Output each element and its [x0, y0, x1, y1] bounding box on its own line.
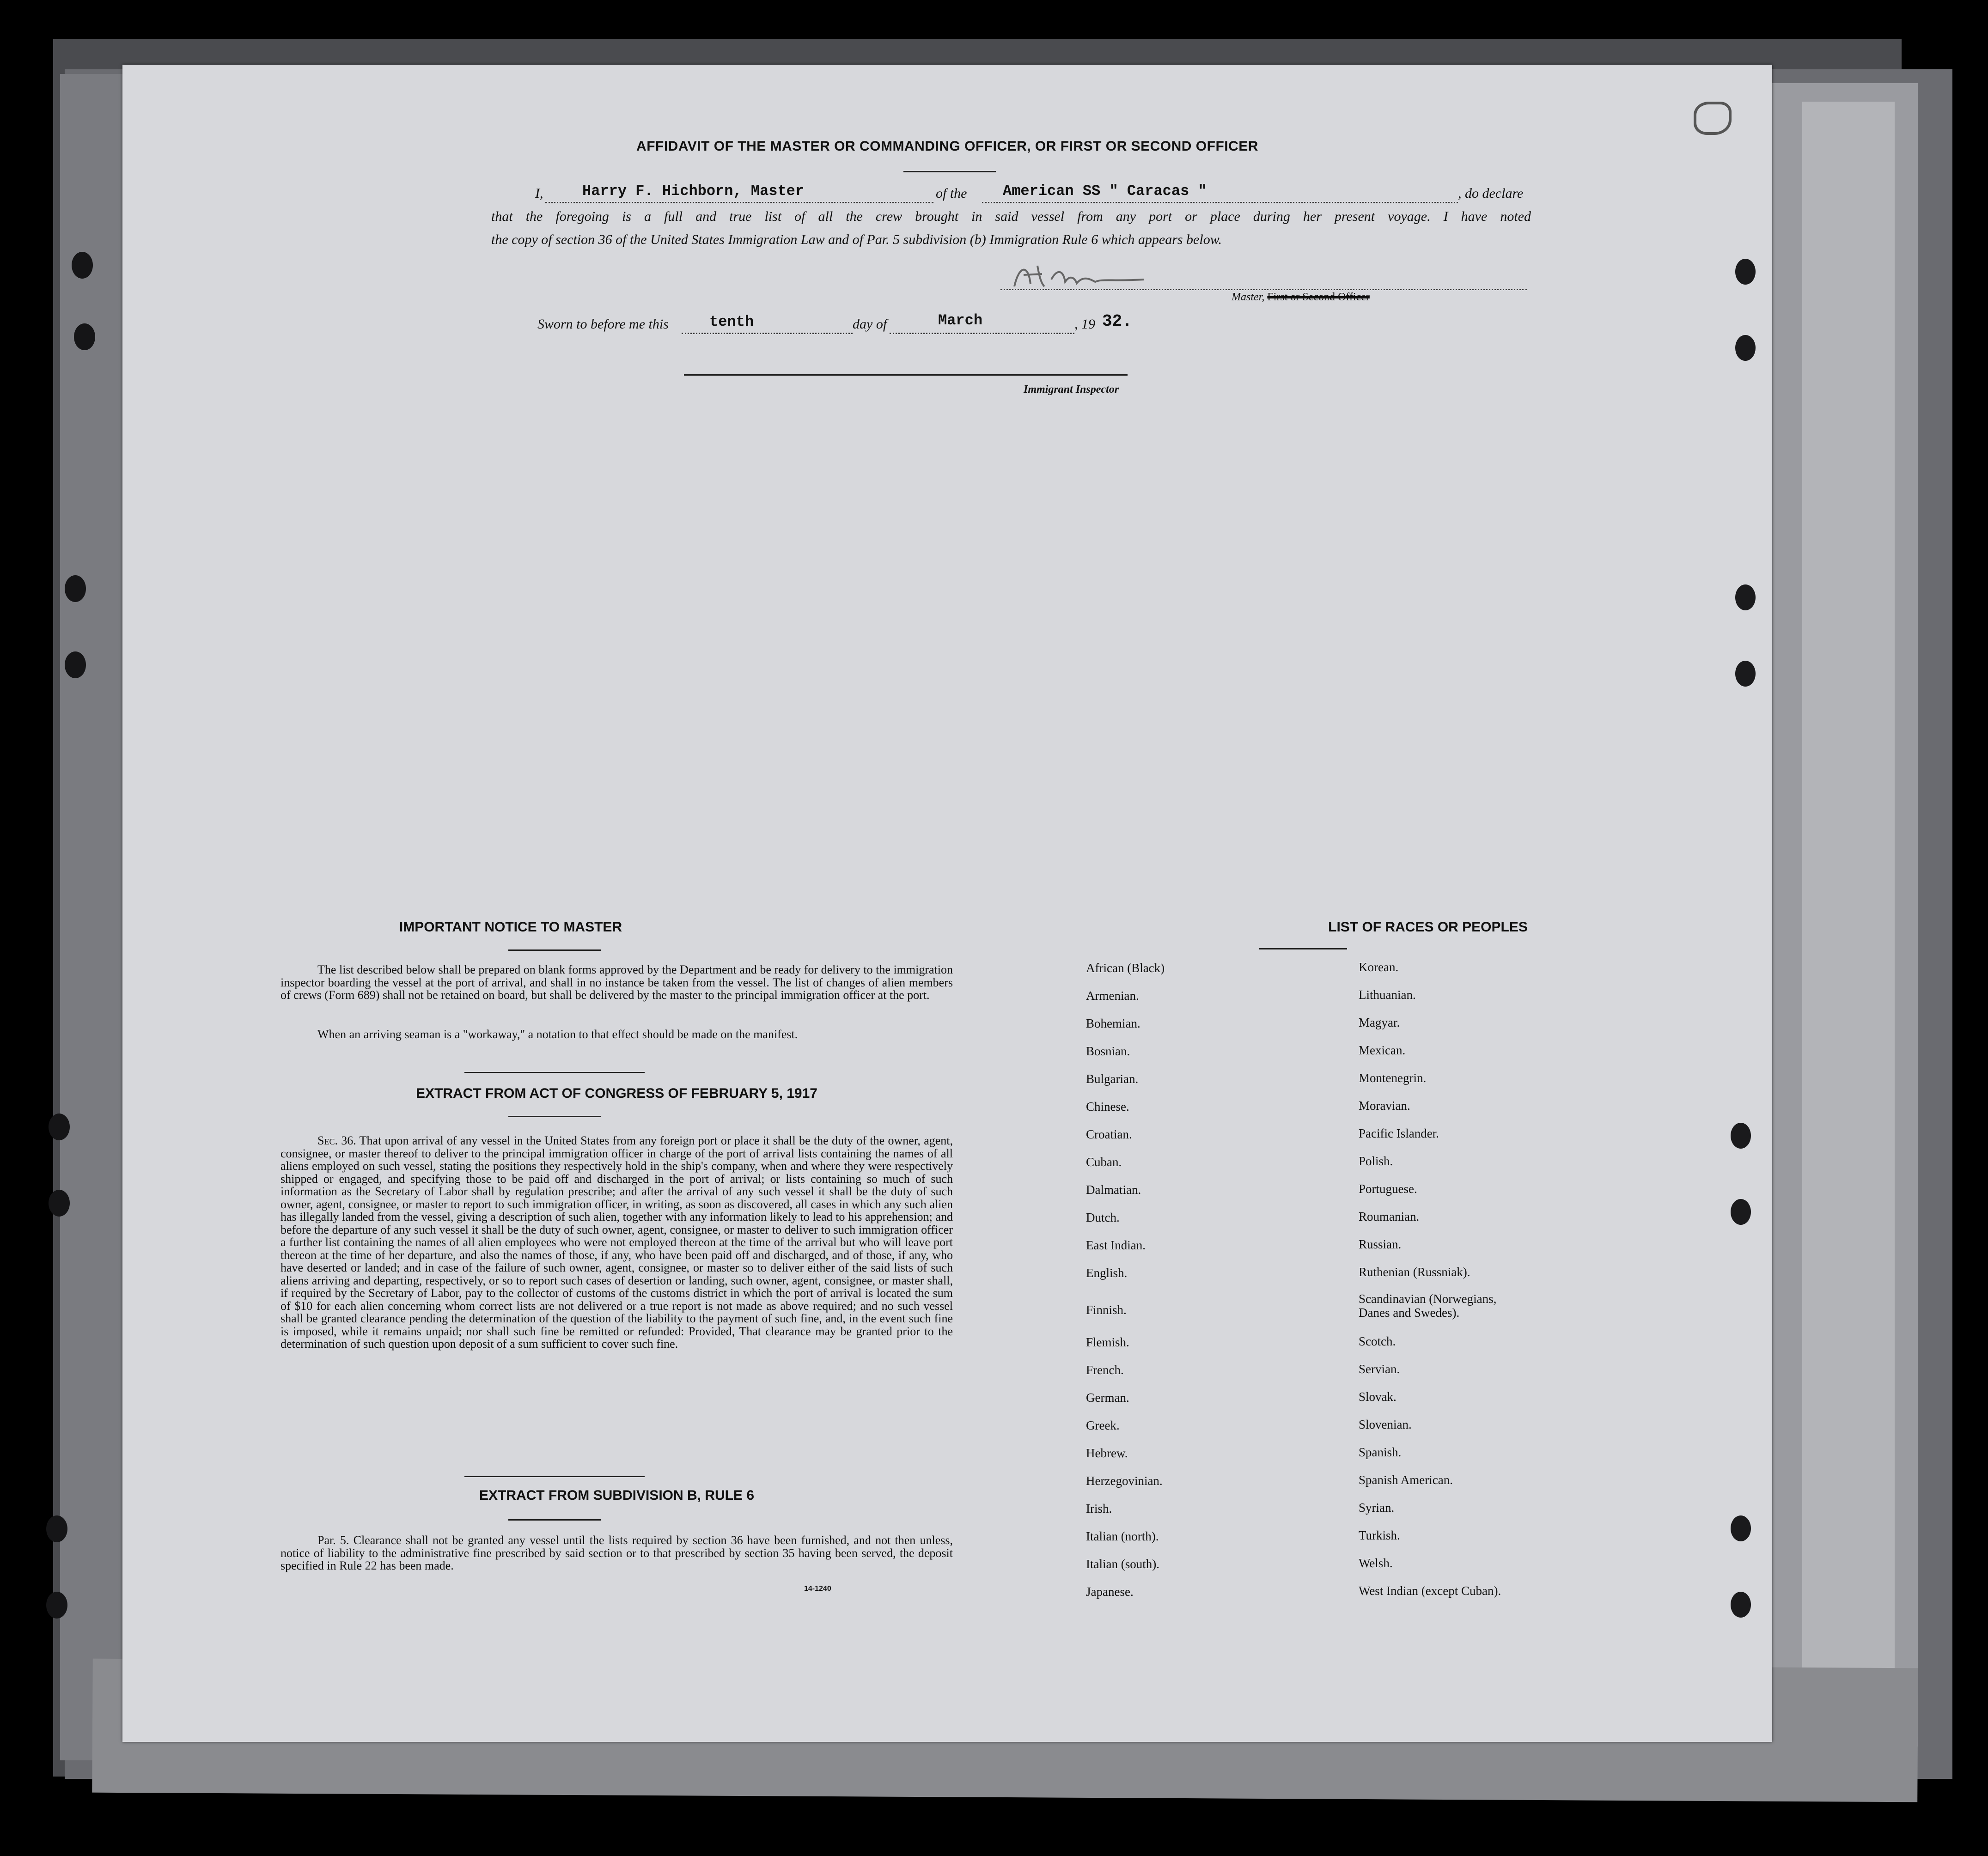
race-right-item: Slovenian.	[1359, 1418, 1412, 1431]
race-left-item: Bosnian.	[1086, 1044, 1130, 1058]
day-underline	[682, 333, 853, 334]
divider	[508, 1116, 601, 1117]
race-right-item: Welsh.	[1359, 1556, 1393, 1570]
race-right-item: Spanish.	[1359, 1445, 1402, 1459]
binder-hole-icon	[65, 651, 86, 678]
binder-hole-icon	[1731, 1199, 1751, 1225]
race-right-item: Moravian.	[1359, 1099, 1410, 1113]
race-left-item: Bohemian.	[1086, 1016, 1140, 1030]
binder-hole-icon	[1731, 1123, 1751, 1149]
notice-paragraph-1: The list described below shall be prepared on blank forms approved by the Department and be ready for delivery to the immigration inspector boarding the vessel at the port of arrival, and shall in no instance be taken from the vessel. The list of changes of alien members of crews (Form 689) shall not be retained on board, but shall be delivered by the master to the principal immigration officer at the port.	[281, 963, 953, 1002]
extract-act-heading: EXTRACT FROM ACT OF CONGRESS OF FEBRUARY 5, 1917	[416, 1086, 817, 1101]
race-left-item: Bulgarian.	[1086, 1072, 1139, 1086]
race-right-item: Scotch.	[1359, 1334, 1396, 1348]
extract-act-text: Sec. 36. That upon arrival of any vessel in the United States from any foreign port or place it shall be the duty of the owner, agent, consignee, or master thereof to deliver to the principal immigration officer in charge of the port of arrival lists containing the names of all aliens employed on such vessel, stating the positions they respectively hold in the ship's company, when and where they were respectively shipped or engaged, and specifying those to be paid off and discharged in the port of arrival; or lists containing so much of such information as the Secretary of Labor shall by regulation prescribe; and after the arrival of any such vessel it shall be the duty of such owner, agent, consignee, or master to report to such immigration officer, in writing, as soon as discovered, all cases in which any such alien has illegally landed from the vessel, giving a description of such alien, together with any information likely to lead to his apprehension; and before the departure of any such vessel it shall be the duty of such owner, agent, consignee, or master to deliver to such immigration officer a further list containing the names of all alien employees who were not employed thereon at the time of the arrival but who will leave port thereon at the time of her departure, and also the names of those, if any, who have been paid off and discharged, and of those, if any, who have deserted or landed; and in case of the failure of such owner, agent, consignee, or master so to deliver either of the said lists of such aliens arriving and departing, respectively, or so to report such cases of desertion or landing, such owner, agent, consignee, or master shall, if required by the Secretary of Labor, pay to the collector of customs of the customs district in which the port of arrival is located the sum of $10 for each alien concerning whom correct lists are not delivered or a true report is not made as above required; and no such vessel shall be granted clearance pending the determination of the question of the liability to the payment of such fine, and, in the event such fine is imposed, while it remains unpaid; nor shall such fine be remitted or refunded: Provided, That clearance may be granted prior to the determination of such question upon deposit of a sum sufficient to cover such fine.	[281, 1134, 953, 1351]
binder-hole-icon	[46, 1515, 67, 1542]
race-right-item: Pacific Islander.	[1359, 1126, 1439, 1140]
document-page	[122, 65, 1772, 1742]
race-right-item: Servian.	[1359, 1362, 1400, 1376]
race-right-item: Montenegrin.	[1359, 1071, 1427, 1085]
race-right-item: Polish.	[1359, 1154, 1393, 1168]
race-left-item: Italian (south).	[1086, 1557, 1159, 1571]
divider	[508, 949, 601, 951]
binder-hole-icon	[65, 575, 86, 602]
race-left-item: African (Black)	[1086, 961, 1165, 975]
divider	[464, 1476, 645, 1477]
race-left-item: Greek.	[1086, 1418, 1120, 1432]
master-name: Harry F. Hichborn, Master	[582, 183, 805, 200]
race-left-item: East Indian.	[1086, 1238, 1146, 1252]
month-underline	[890, 333, 1074, 334]
binder-hole-icon	[46, 1592, 67, 1619]
declaration-line-2: that the foregoing is a full and true list of all the crew brought in said vessel from any port or place during her present voyage. I have noted	[491, 209, 1531, 224]
inspector-label: Immigrant Inspector	[1024, 383, 1119, 396]
race-right-item: West Indian (except Cuban).	[1359, 1584, 1501, 1598]
divider	[508, 1519, 601, 1521]
sworn-year: 32.	[1102, 312, 1132, 331]
sworn-day: tenth	[709, 313, 754, 330]
binder-hole-icon	[49, 1114, 70, 1140]
race-right-item: Turkish.	[1359, 1528, 1400, 1542]
race-left-item: Dalmatian.	[1086, 1183, 1141, 1197]
race-left-item: Japanese.	[1086, 1585, 1134, 1599]
race-left-item: German.	[1086, 1391, 1129, 1405]
divider	[903, 171, 996, 172]
race-left-item: Cuban.	[1086, 1155, 1122, 1169]
corner-stamp-icon	[1694, 102, 1732, 135]
extract-rule-text: Par. 5. Clearance shall not be granted any vessel until the lists required by section 36 have been furnished, and not then unless, notice of liability to the administrative fine prescribed by said section or to that prescribed by section 35 having been served, the deposit specified in Rule 22 has been made.	[281, 1533, 953, 1572]
race-left-item: Italian (north).	[1086, 1529, 1159, 1543]
do-declare-label: , do declare	[1458, 186, 1524, 201]
race-right-item: Russian.	[1359, 1237, 1402, 1251]
race-right-item: Scandinavian (Norwegians, Danes and Swedes).	[1359, 1292, 1497, 1320]
race-left-item: Flemish.	[1086, 1335, 1129, 1349]
binder-hole-icon	[74, 323, 95, 350]
race-right-item: Syrian.	[1359, 1501, 1395, 1515]
race-left-item: Herzegovinian.	[1086, 1474, 1163, 1488]
divider	[464, 1072, 645, 1073]
notice-heading: IMPORTANT NOTICE TO MASTER	[399, 919, 622, 935]
sworn-prefix: Sworn to before me this	[537, 316, 669, 332]
form-number: 14-1240	[804, 1585, 831, 1593]
race-left-item: Armenian.	[1086, 989, 1139, 1003]
race-right-item: Lithuanian.	[1359, 988, 1416, 1002]
year-prefix: , 19	[1074, 316, 1095, 332]
race-right-item: Portuguese.	[1359, 1182, 1417, 1196]
vessel-name: American SS " Caracas "	[1003, 183, 1207, 200]
race-right-item: Korean.	[1359, 960, 1399, 974]
race-right-item: Mexican.	[1359, 1043, 1406, 1057]
binder-hole-icon	[1735, 335, 1756, 361]
vessel-underline	[982, 202, 1458, 203]
notice-paragraph-2: When an arriving seaman is a "workaway," a notation to that effect should be made on the manifest.	[317, 1028, 798, 1041]
race-right-item: Roumanian.	[1359, 1210, 1420, 1223]
declaration-prefix: I,	[535, 186, 543, 201]
binder-hole-icon	[1735, 661, 1756, 687]
race-right-item: Ruthenian (Russniak).	[1359, 1265, 1470, 1279]
binder-hole-icon	[1735, 259, 1756, 285]
race-left-item: Dutch.	[1086, 1211, 1120, 1224]
declaration-line-3: the copy of section 36 of the United States Immigration Law and of Par. 5 subdivision (b) Immigration Rule 6 which appears below.	[491, 232, 1222, 247]
race-left-item: Irish.	[1086, 1502, 1112, 1515]
binder-hole-icon	[72, 252, 93, 279]
signature-title: Master, First or Second Officer	[1232, 291, 1370, 303]
extract-rule-heading: EXTRACT FROM SUBDIVISION B, RULE 6	[479, 1488, 755, 1503]
binder-hole-icon	[1731, 1515, 1751, 1541]
sworn-month: March	[938, 312, 983, 329]
name-underline	[545, 202, 933, 203]
divider	[1259, 948, 1347, 949]
race-right-item: Magyar.	[1359, 1016, 1400, 1029]
binder-hole-icon	[1735, 584, 1756, 610]
affidavit-title: AFFIDAVIT OF THE MASTER OR COMMANDING OFFICER, OR FIRST OR SECOND OFFICER	[636, 139, 1258, 154]
of-the-label: of the	[936, 186, 967, 201]
race-left-item: French.	[1086, 1363, 1124, 1377]
binder-hole-icon	[49, 1190, 70, 1217]
race-left-item: Hebrew.	[1086, 1446, 1128, 1460]
races-heading: LIST OF RACES OR PEOPLES	[1328, 919, 1528, 935]
race-right-item: Slovak.	[1359, 1390, 1396, 1404]
race-left-item: English.	[1086, 1266, 1128, 1280]
race-left-item: Chinese.	[1086, 1100, 1129, 1114]
inspector-signature-line	[684, 374, 1128, 376]
signature-underline	[1000, 289, 1527, 290]
race-right-item: Spanish American.	[1359, 1473, 1453, 1487]
race-left-item: Finnish.	[1086, 1303, 1127, 1317]
background-sheet-right-inner	[1802, 102, 1895, 1719]
day-of-label: day of	[853, 316, 887, 332]
binder-hole-icon	[1731, 1592, 1751, 1618]
race-left-item: Croatian.	[1086, 1127, 1132, 1141]
